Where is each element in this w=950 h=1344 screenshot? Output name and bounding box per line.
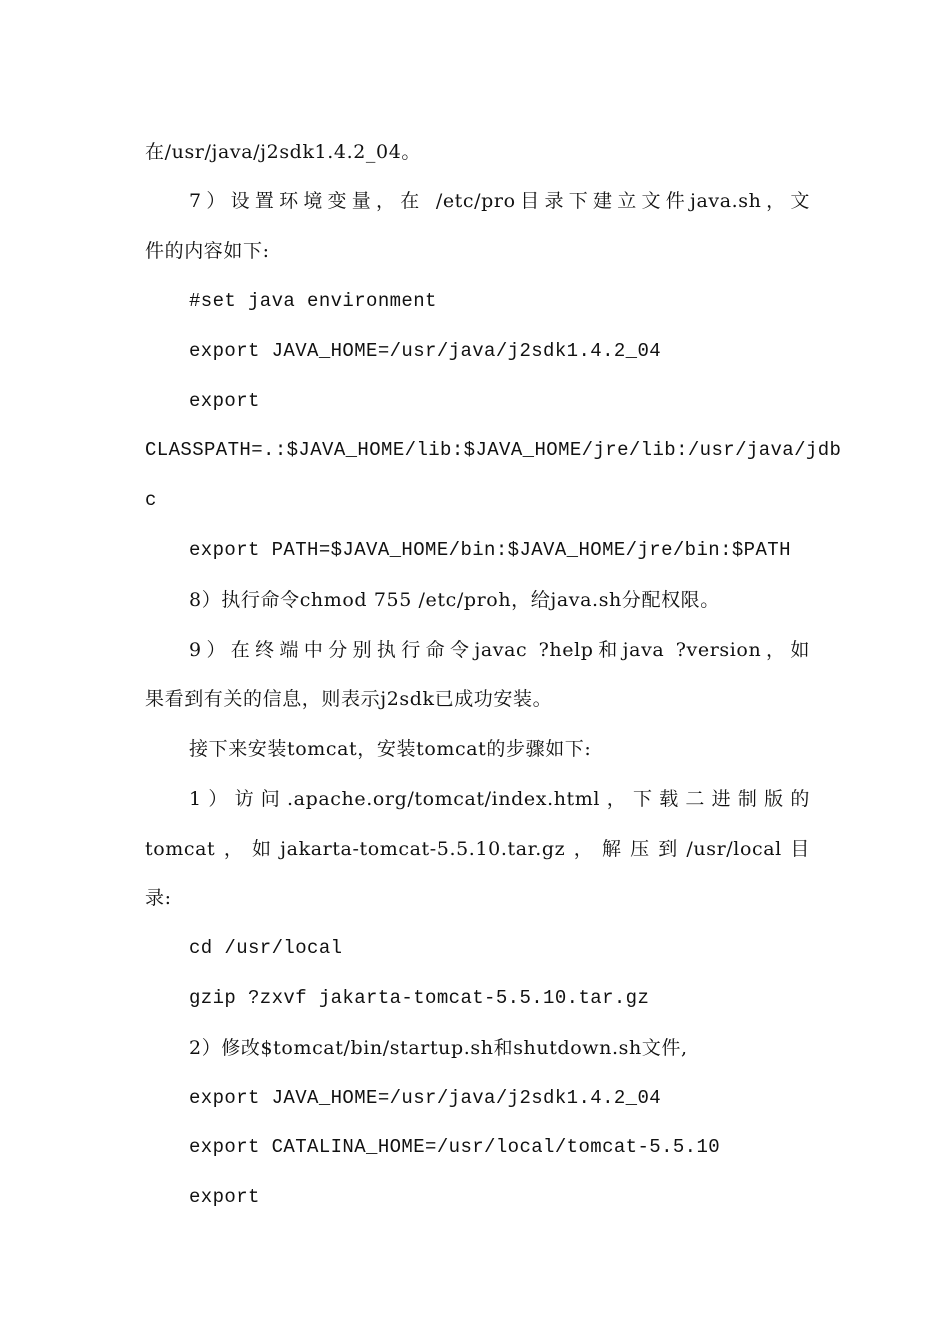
code-line-set-java: #set java environment <box>189 290 437 312</box>
text-line-step-9-cont: 果看到有关的信息，则表示j2sdk已成功安装。 <box>145 688 553 710</box>
code-line-gzip: gzip ?zxvf jakarta-tomcat-5.5.10.tar.gz <box>189 987 650 1009</box>
code-line-export-2: export <box>189 1186 260 1208</box>
code-line-classpath-cont: c <box>145 489 157 511</box>
code-line-export-path: export PATH=$JAVA_HOME/bin:$JAVA_HOME/jre/bin:$PATH <box>189 539 791 561</box>
text-line-tomcat-step-1-cont: tomcat，如jakarta-tomcat-5.5.10.tar.gz，解压到/usr/local目 <box>145 838 810 860</box>
code-line-export-java-home-2: export JAVA_HOME=/usr/java/j2sdk1.4.2_04 <box>189 1087 662 1109</box>
text-line-tomcat-step-1-end: 录: <box>145 887 172 909</box>
code-line-classpath: CLASSPATH=.:$JAVA_HOME/lib:$JAVA_HOME/jre/lib:/usr/java/jdb <box>145 439 842 461</box>
text-line-tomcat-intro: 接下来安装tomcat，安装tomcat的步骤如下: <box>189 738 592 760</box>
code-line-export: export <box>189 390 260 412</box>
text-line-3: 件的内容如下: <box>145 240 270 262</box>
code-line-export-catalina-home: export CATALINA_HOME=/usr/local/tomcat-5.5.10 <box>189 1136 721 1158</box>
text-line-tomcat-step-1: 1）访问.apache.org/tomcat/index.html，下载二进制版的 <box>189 788 810 810</box>
code-line-export-java-home: export JAVA_HOME=/usr/java/j2sdk1.4.2_04 <box>189 340 662 362</box>
code-line-cd: cd /usr/local <box>189 937 343 959</box>
text-line-1: 在/usr/java/j2sdk1.4.2_04。 <box>145 141 421 163</box>
text-line-step-8: 8）执行命令chmod 755 /etc/proh，给java.sh分配权限。 <box>189 589 720 611</box>
text-line-2: 7）设置环境变量，在 /etc/pro目录下建立文件java.sh，文 <box>189 190 810 212</box>
text-line-tomcat-step-2: 2）修改$tomcat/bin/startup.sh和shutdown.sh文件, <box>189 1037 688 1059</box>
text-line-step-9: 9）在终端中分别执行命令javac ?help和java ?version，如 <box>189 639 810 661</box>
